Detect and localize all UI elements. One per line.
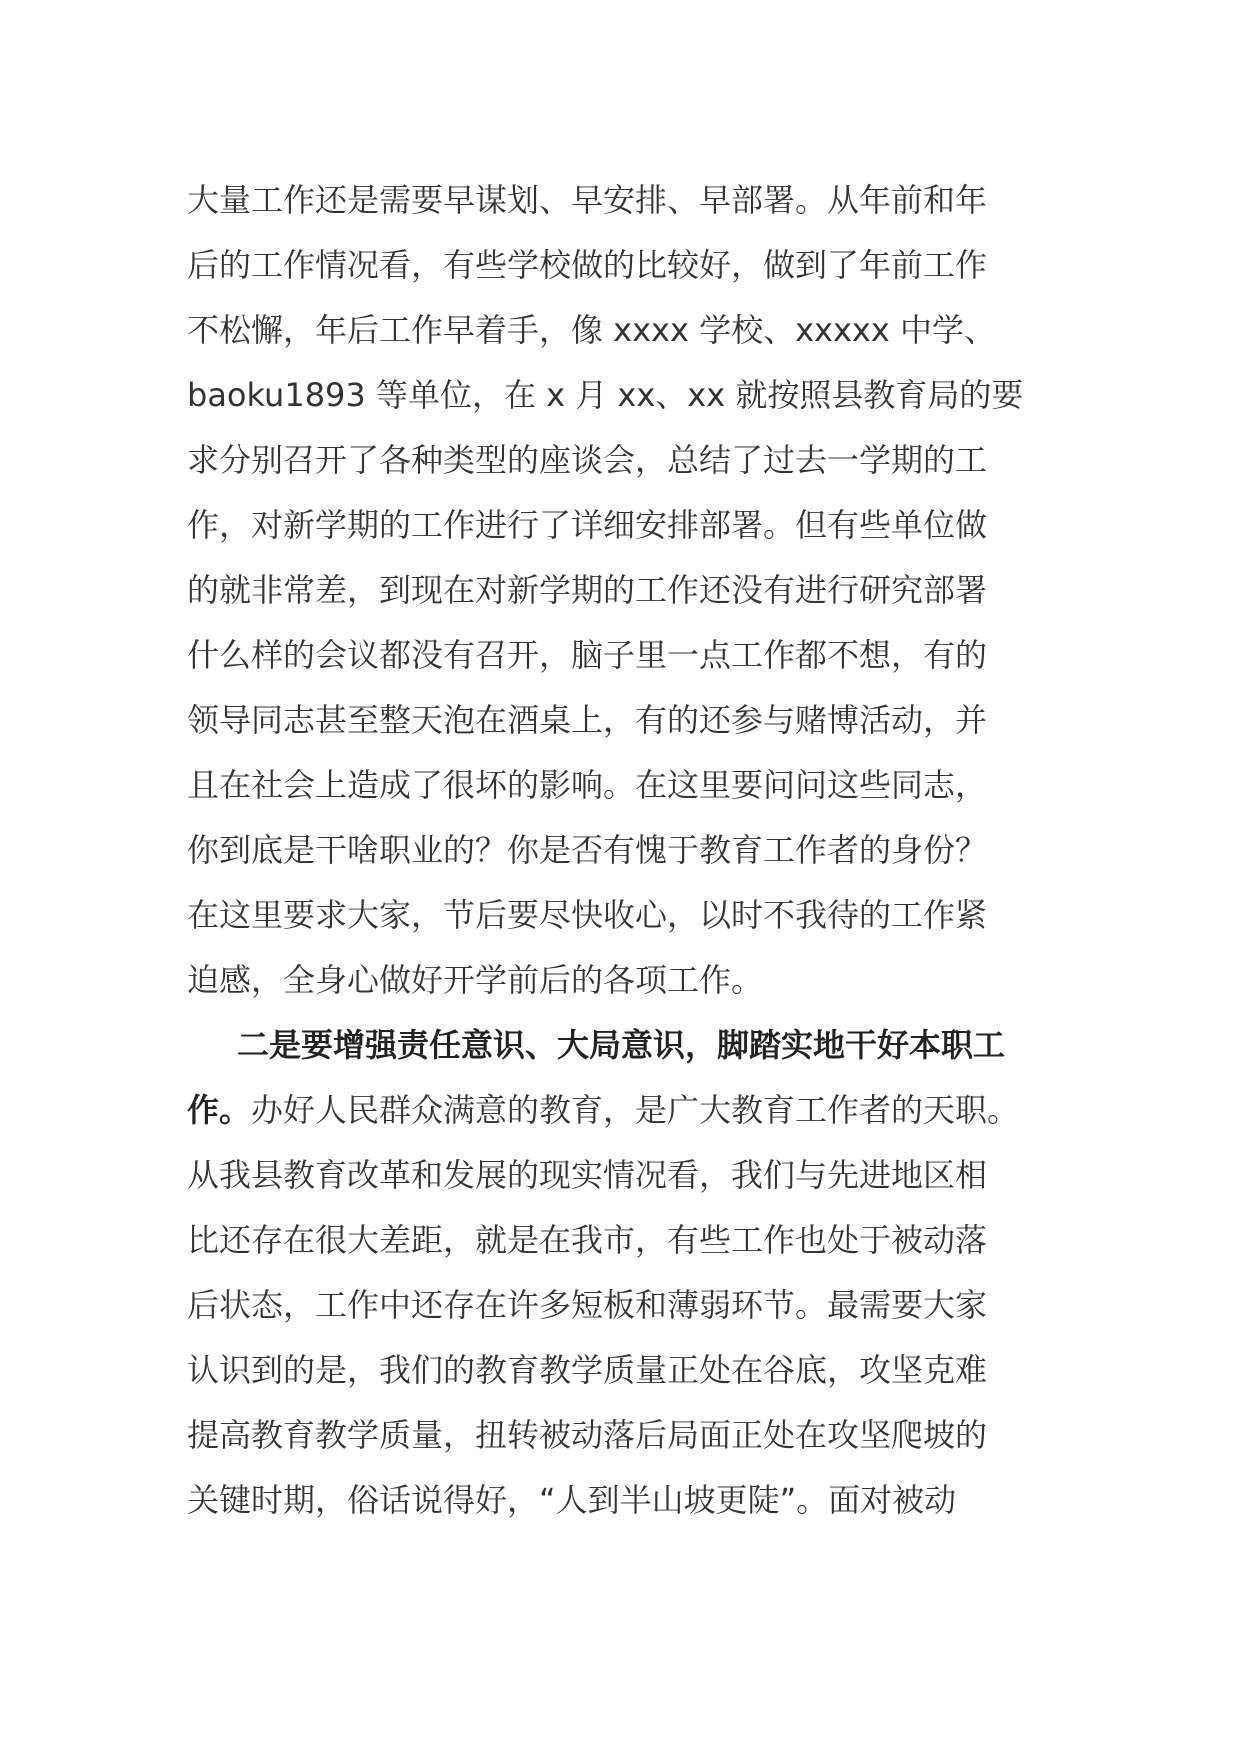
paragraph-text: 办好人民群众满意的教育，是广大教育工作者的天职。 [251,1091,1020,1129]
paragraph-line: baoku1893 等单位，在 x 月 xx、xx 就按照县教育局的要 [187,376,1024,414]
document-body [187,168,1067,1533]
paragraph-line: 大量工作还是需要早谋划、早安排、早部署。从年前和年 [187,181,988,219]
paragraph-line: 认识到的是，我们的教育教学质量正处在谷底，攻坚克难 [187,1351,988,1389]
paragraph-line: 从我县教育改革和发展的现实情况看，我们与先进地区相 [187,1156,988,1194]
paragraph-line: 关键时期，俗话说得好，“人到半山坡更陡”。面对被动 [187,1481,957,1519]
paragraph-line: 比还存在很大差距，就是在我市，有些工作也处于被动落 [187,1221,988,1259]
paragraph-line: 的就非常差，到现在对新学期的工作还没有进行研究部署 [187,571,988,609]
section-heading: 二是要增强责任意识、大局意识，脚踏实地干好本职工 [237,1026,1006,1064]
paragraph-line: 后状态，工作中还存在许多短板和薄弱环节。最需要大家 [187,1286,988,1324]
paragraph-line: 你到底是干啥职业的？你是否有愧于教育工作者的身份？ [187,831,988,869]
paragraph-line: 后的工作情况看，有些学校做的比较好，做到了年前工作 [187,246,988,284]
paragraph-line: 迫感，全身心做好开学前后的各项工作。 [187,961,764,999]
paragraph-line: 作，对新学期的工作进行了详细安排部署。但有些单位做 [187,506,988,544]
paragraph-line: 且在社会上造成了很坏的影响。在这里要问问这些同志， [187,766,988,804]
paragraph-line: 求分别召开了各种类型的座谈会，总结了过去一学期的工 [187,441,988,479]
section-heading-end: 作。 [187,1091,252,1129]
paragraph-line: 不松懈，年后工作早着手，像 xxxx 学校、xxxxx 中学、 [187,311,996,349]
section-heading-continuation [187,1078,1067,1143]
paragraph-line: 在这里要求大家，节后要尽快收心，以时不我待的工作紧 [187,896,988,934]
paragraph-line: 领导同志甚至整天泡在酒桌上，有的还参与赌博活动，并 [187,701,988,739]
paragraph-line: 提高教育教学质量，扭转被动落后局面正处在攻坚爬坡的 [187,1416,988,1454]
paragraph-line: 什么样的会议都没有召开，脑子里一点工作都不想，有的 [187,636,988,674]
